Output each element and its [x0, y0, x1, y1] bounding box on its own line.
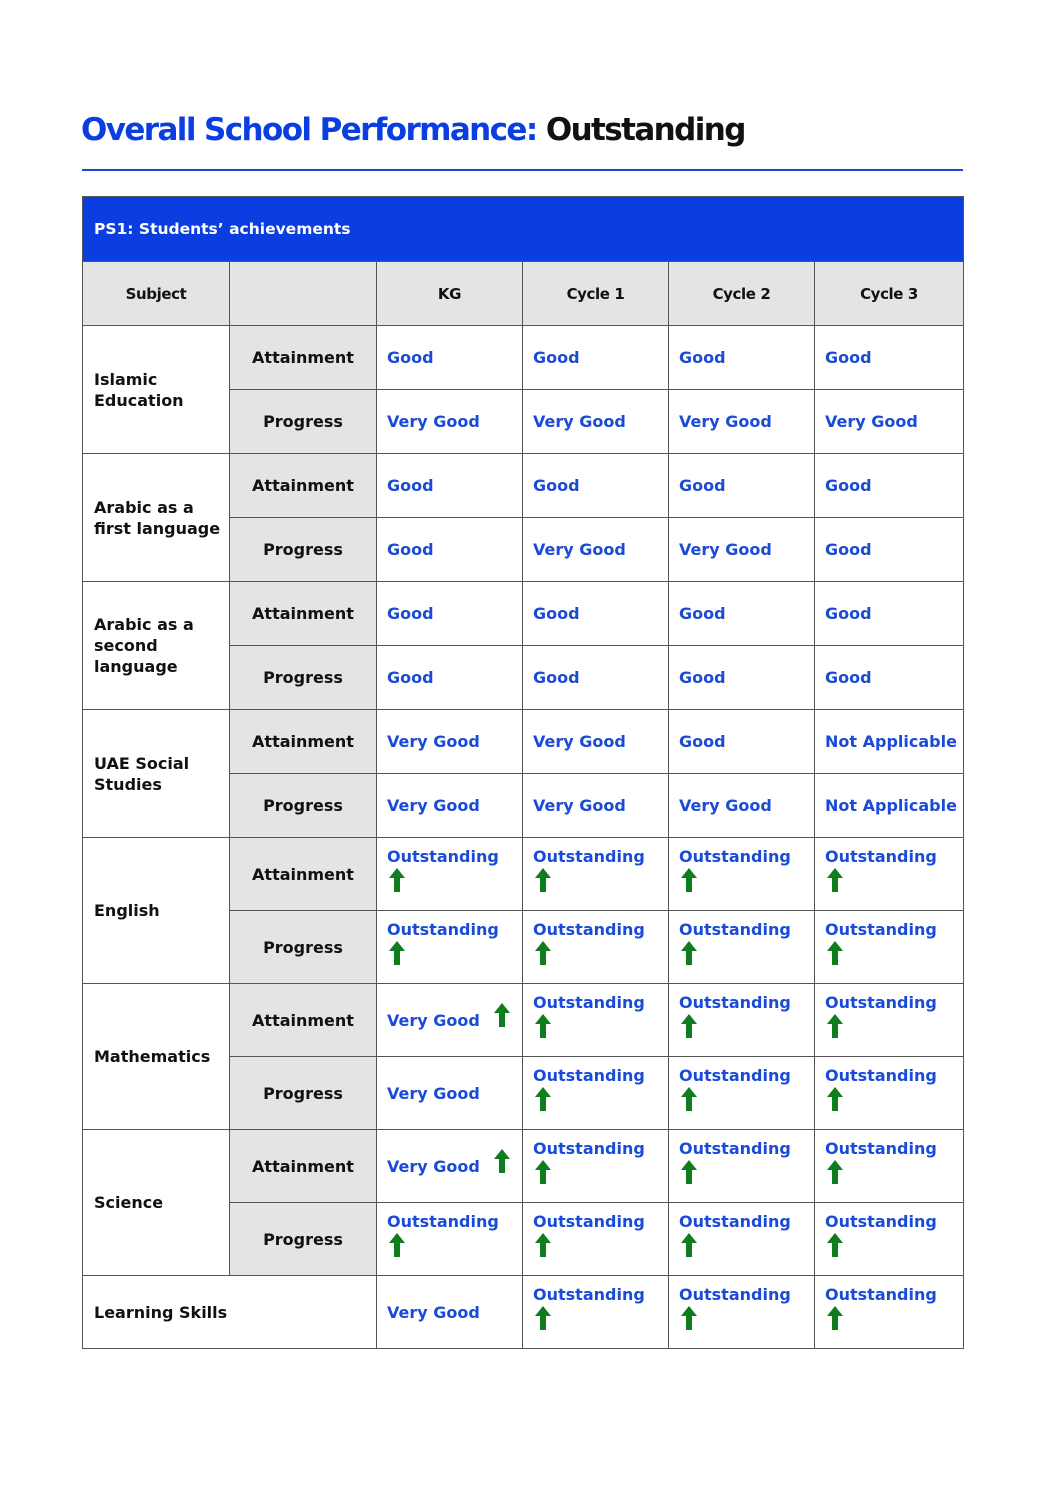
achievement-table [82, 196, 964, 1349]
subject-cell: Islamic Education [83, 326, 230, 454]
rating-text: Very Good [387, 1010, 480, 1030]
rating-cell [669, 646, 815, 710]
rating-cell [815, 518, 964, 582]
up-arrow-icon [825, 1159, 845, 1185]
measure-cell: Attainment [230, 454, 377, 518]
table-header-row [83, 262, 964, 326]
header-cycle-3: Cycle 3 [815, 262, 964, 326]
measure-cell: Attainment [230, 838, 377, 911]
subject-cell: Arabic as a first language [83, 454, 230, 582]
rating-text: Good [533, 476, 580, 495]
rating-cell [815, 774, 964, 838]
rating-text: Good [533, 604, 580, 623]
subject-cell: Mathematics [83, 984, 230, 1130]
up-arrow-icon [387, 1232, 407, 1258]
rating-cell [669, 1130, 815, 1203]
title-label: Overall School Performance: [81, 112, 537, 148]
table-row [83, 984, 964, 1057]
rating-text: Very Good [387, 412, 480, 431]
rating-text: Very Good [387, 1302, 480, 1322]
table-row [83, 1130, 964, 1203]
rating-cell [815, 838, 964, 911]
rating-cell [523, 646, 669, 710]
rating-text: Good [533, 348, 580, 367]
up-arrow-icon [679, 867, 699, 893]
rating-text: Good [387, 604, 434, 623]
up-arrow-icon [387, 940, 407, 966]
rating-cell [523, 838, 669, 911]
measure-cell: Progress [230, 1203, 377, 1276]
rating-text: Not Applicable [825, 796, 957, 815]
up-arrow-icon [533, 1013, 553, 1039]
rating-text: Outstanding [533, 1066, 645, 1085]
rating-cell [815, 1203, 964, 1276]
rating-cell [669, 1057, 815, 1130]
rating-cell [669, 710, 815, 774]
rating-cell [377, 390, 523, 454]
rating-cell [377, 838, 523, 911]
rating-text: Very Good [679, 540, 772, 559]
rating-text: Outstanding [387, 847, 499, 866]
rating-text: Good [679, 732, 726, 751]
measure-cell: Attainment [230, 984, 377, 1057]
table-row [83, 454, 964, 518]
up-arrow-icon [533, 940, 553, 966]
rating-text: Outstanding [679, 1066, 791, 1085]
rating-cell [377, 1203, 523, 1276]
rating-text: Good [825, 540, 872, 559]
rating-text: Outstanding [825, 847, 937, 866]
rating-cell [669, 838, 815, 911]
table-row [83, 710, 964, 774]
table-row [83, 1276, 964, 1349]
rating-text: Very Good [387, 1083, 480, 1103]
rating-text: Outstanding [533, 847, 645, 866]
table-row [83, 838, 964, 911]
up-arrow-icon [679, 1013, 699, 1039]
rating-text: Very Good [387, 796, 480, 815]
measure-cell: Attainment [230, 326, 377, 390]
measure-cell: Progress [230, 911, 377, 984]
header-cycle-2: Cycle 2 [669, 262, 815, 326]
rating-cell [669, 582, 815, 646]
rating-cell [815, 454, 964, 518]
rating-text: Outstanding [825, 1139, 937, 1158]
rating-cell [523, 710, 669, 774]
rating-cell [815, 710, 964, 774]
rating-cell [523, 390, 669, 454]
rating-cell [523, 326, 669, 390]
rating-text: Very Good [387, 1156, 480, 1176]
rating-cell [523, 1130, 669, 1203]
page-title [81, 112, 745, 148]
rating-cell [815, 582, 964, 646]
subject-cell: Arabic as a second language [83, 582, 230, 710]
rating-text: Good [387, 540, 434, 559]
rating-cell [815, 984, 964, 1057]
rating-text: Outstanding [533, 1285, 645, 1304]
rating-cell [377, 1130, 523, 1203]
rating-cell [669, 774, 815, 838]
rating-cell [815, 326, 964, 390]
up-arrow-icon [825, 1013, 845, 1039]
rating-text: Outstanding [679, 1212, 791, 1231]
rating-text: Very Good [825, 412, 918, 431]
rating-text: Good [387, 476, 434, 495]
rating-text: Very Good [533, 540, 626, 559]
up-arrow-icon [492, 1148, 512, 1174]
rating-cell [377, 1276, 523, 1349]
section-title: PS1: Students’ achievements [83, 197, 964, 262]
rating-text: Very Good [533, 796, 626, 815]
up-arrow-icon [533, 1159, 553, 1185]
up-arrow-icon [679, 940, 699, 966]
rating-cell [377, 710, 523, 774]
rating-cell [523, 518, 669, 582]
rating-text: Outstanding [387, 920, 499, 939]
rating-cell [377, 1057, 523, 1130]
rating-text: Good [679, 604, 726, 623]
header-subject: Subject [83, 262, 230, 326]
rating-text: Good [387, 668, 434, 687]
rating-text: Outstanding [387, 1212, 499, 1231]
rating-text: Outstanding [533, 1139, 645, 1158]
subject-cell: Science [83, 1130, 230, 1276]
rating-cell [669, 1203, 815, 1276]
rating-cell [523, 1203, 669, 1276]
header-cycle-1: Cycle 1 [523, 262, 669, 326]
header-type [230, 262, 377, 326]
measure-cell: Progress [230, 774, 377, 838]
up-arrow-icon [825, 867, 845, 893]
rating-text: Good [825, 668, 872, 687]
rating-cell [523, 984, 669, 1057]
title-rating: Outstanding [545, 112, 745, 148]
table-row [83, 582, 964, 646]
title-divider [82, 169, 963, 171]
rating-cell [669, 326, 815, 390]
rating-text: Good [825, 348, 872, 367]
rating-cell [377, 454, 523, 518]
rating-cell [377, 984, 523, 1057]
up-arrow-icon [492, 1002, 512, 1028]
table-row [83, 326, 964, 390]
rating-text: Good [825, 476, 872, 495]
rating-cell [815, 1057, 964, 1130]
subject-cell: English [83, 838, 230, 984]
measure-cell: Progress [230, 1057, 377, 1130]
rating-text: Outstanding [679, 920, 791, 939]
rating-text: Outstanding [825, 993, 937, 1012]
up-arrow-icon [825, 1086, 845, 1112]
rating-text: Outstanding [679, 993, 791, 1012]
rating-cell [523, 582, 669, 646]
rating-cell [815, 911, 964, 984]
rating-text: Good [825, 604, 872, 623]
up-arrow-icon [679, 1305, 699, 1331]
header-kg: KG [377, 262, 523, 326]
rating-cell [669, 390, 815, 454]
up-arrow-icon [679, 1232, 699, 1258]
rating-cell [523, 1057, 669, 1130]
measure-cell: Progress [230, 390, 377, 454]
measure-cell: Attainment [230, 710, 377, 774]
rating-text: Outstanding [825, 1285, 937, 1304]
rating-text: Outstanding [825, 1212, 937, 1231]
rating-cell [669, 454, 815, 518]
rating-cell [377, 911, 523, 984]
rating-text: Good [533, 668, 580, 687]
up-arrow-icon [825, 1305, 845, 1331]
up-arrow-icon [825, 940, 845, 966]
rating-cell [377, 646, 523, 710]
rating-text: Outstanding [825, 920, 937, 939]
rating-text: Good [679, 348, 726, 367]
rating-cell [815, 646, 964, 710]
rating-text: Good [387, 348, 434, 367]
measure-cell: Attainment [230, 582, 377, 646]
rating-cell [815, 390, 964, 454]
up-arrow-icon [679, 1159, 699, 1185]
rating-cell [669, 1276, 815, 1349]
up-arrow-icon [533, 1086, 553, 1112]
up-arrow-icon [533, 867, 553, 893]
rating-text: Outstanding [825, 1066, 937, 1085]
rating-cell [377, 518, 523, 582]
rating-text: Very Good [533, 732, 626, 751]
up-arrow-icon [533, 1232, 553, 1258]
rating-text: Good [679, 668, 726, 687]
rating-text: Outstanding [679, 1285, 791, 1304]
rating-cell [523, 774, 669, 838]
rating-text: Not Applicable [825, 732, 957, 751]
rating-text: Very Good [679, 412, 772, 431]
rating-text: Outstanding [679, 847, 791, 866]
rating-cell [523, 1276, 669, 1349]
rating-text: Very Good [533, 412, 626, 431]
measure-cell: Progress [230, 646, 377, 710]
up-arrow-icon [533, 1305, 553, 1331]
rating-text: Outstanding [533, 920, 645, 939]
rating-text: Very Good [679, 796, 772, 815]
rating-cell [523, 454, 669, 518]
measure-cell: Progress [230, 518, 377, 582]
subject-cell: UAE Social Studies [83, 710, 230, 838]
rating-text: Good [679, 476, 726, 495]
up-arrow-icon [825, 1232, 845, 1258]
subject-cell: Learning Skills [83, 1276, 377, 1349]
rating-cell [669, 518, 815, 582]
rating-text: Outstanding [533, 1212, 645, 1231]
rating-cell [523, 911, 669, 984]
rating-text: Outstanding [679, 1139, 791, 1158]
rating-cell [377, 582, 523, 646]
rating-cell [377, 326, 523, 390]
rating-text: Very Good [387, 732, 480, 751]
up-arrow-icon [387, 867, 407, 893]
rating-cell [815, 1276, 964, 1349]
rating-cell [669, 984, 815, 1057]
up-arrow-icon [679, 1086, 699, 1112]
measure-cell: Attainment [230, 1130, 377, 1203]
rating-cell [815, 1130, 964, 1203]
rating-cell [669, 911, 815, 984]
rating-cell [377, 774, 523, 838]
rating-text: Outstanding [533, 993, 645, 1012]
